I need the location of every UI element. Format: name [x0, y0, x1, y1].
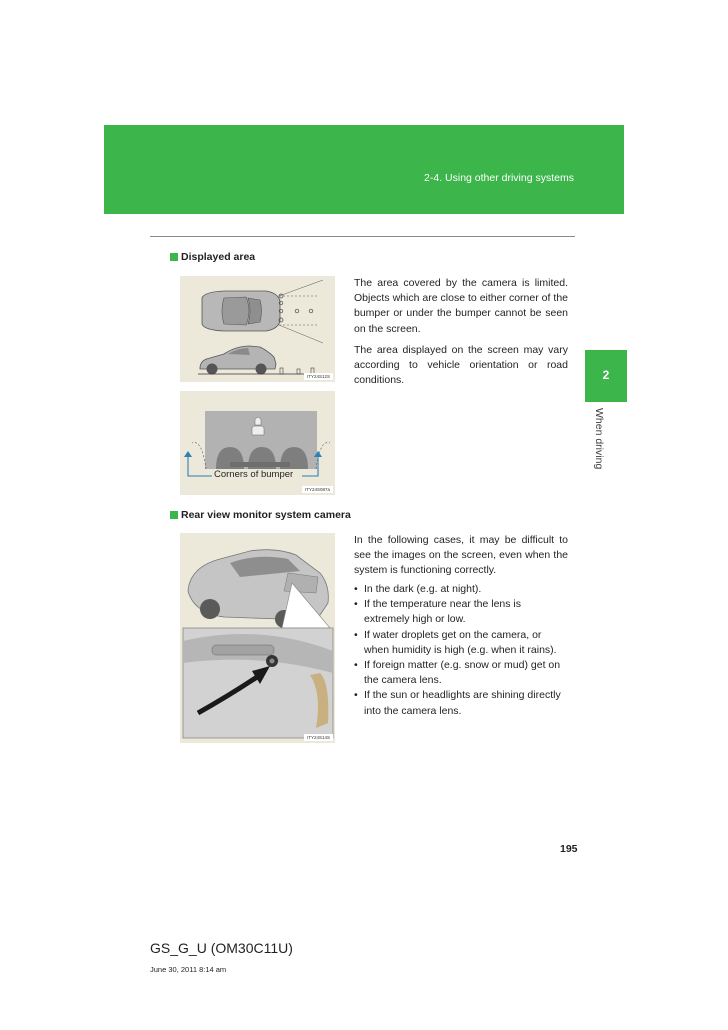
- list-item: • In the dark (e.g. at night).: [354, 582, 568, 597]
- page-number: 195: [560, 843, 578, 855]
- section-heading-camera: [170, 509, 351, 521]
- figure-camera-coverage: [180, 276, 335, 382]
- displayed-area-text: [354, 276, 568, 388]
- document-code: GS_G_U (OM30C11U): [150, 940, 293, 956]
- chapter-number: 2: [602, 368, 610, 382]
- camera-intro-text: In the following cases, it may be difficult to see the images on the screen, even when the system is functioning correctly.: [354, 534, 568, 577]
- square-bullet-icon: [170, 253, 178, 261]
- rear-camera-illustration: [180, 533, 335, 743]
- figure-bumper-corners: [180, 391, 335, 495]
- square-bullet-icon: [170, 511, 178, 519]
- figure-code: ITY24S087a: [302, 486, 333, 493]
- bumper-corners-callout: Corners of bumper: [214, 469, 294, 480]
- conditions-list: [354, 582, 568, 719]
- figure-camera-location: [180, 533, 335, 743]
- document-date: June 30, 2011 8:14 am: [150, 965, 227, 974]
- section-heading-displayed-area: [170, 251, 255, 263]
- figure-code: ITY24S14S: [304, 734, 333, 741]
- header-divider: [150, 236, 575, 237]
- chapter-tab-label: When driving: [593, 408, 605, 470]
- chapter-header-band: [104, 125, 624, 214]
- section-heading-label: Rear view monitor system camera: [181, 509, 351, 521]
- section-title: 2-4. Using other driving systems: [424, 172, 574, 184]
- section-heading-label: Displayed area: [181, 251, 256, 263]
- list-item: • If foreign matter (e.g. snow or mud) get on the camera lens.: [354, 658, 568, 688]
- chapter-tab: [585, 350, 627, 402]
- paragraph: The area displayed on the screen may vary according to vehicle orientation or road conditions.: [354, 343, 568, 387]
- figure-code: ITY24S12S: [304, 373, 333, 380]
- list-item: • If water droplets get on the camera, or when humidity is high (e.g. when it rains).: [354, 628, 568, 658]
- paragraph: The area covered by the camera is limited. Objects which are close to either corner of the bumper or under the bumper cannot be seen on the screen.: [354, 277, 568, 335]
- list-item: • If the sun or headlights are shining directly into the camera lens.: [354, 688, 568, 718]
- car-coverage-illustration: [180, 276, 335, 382]
- list-item: • If the temperature near the lens is extremely high or low.: [354, 597, 568, 627]
